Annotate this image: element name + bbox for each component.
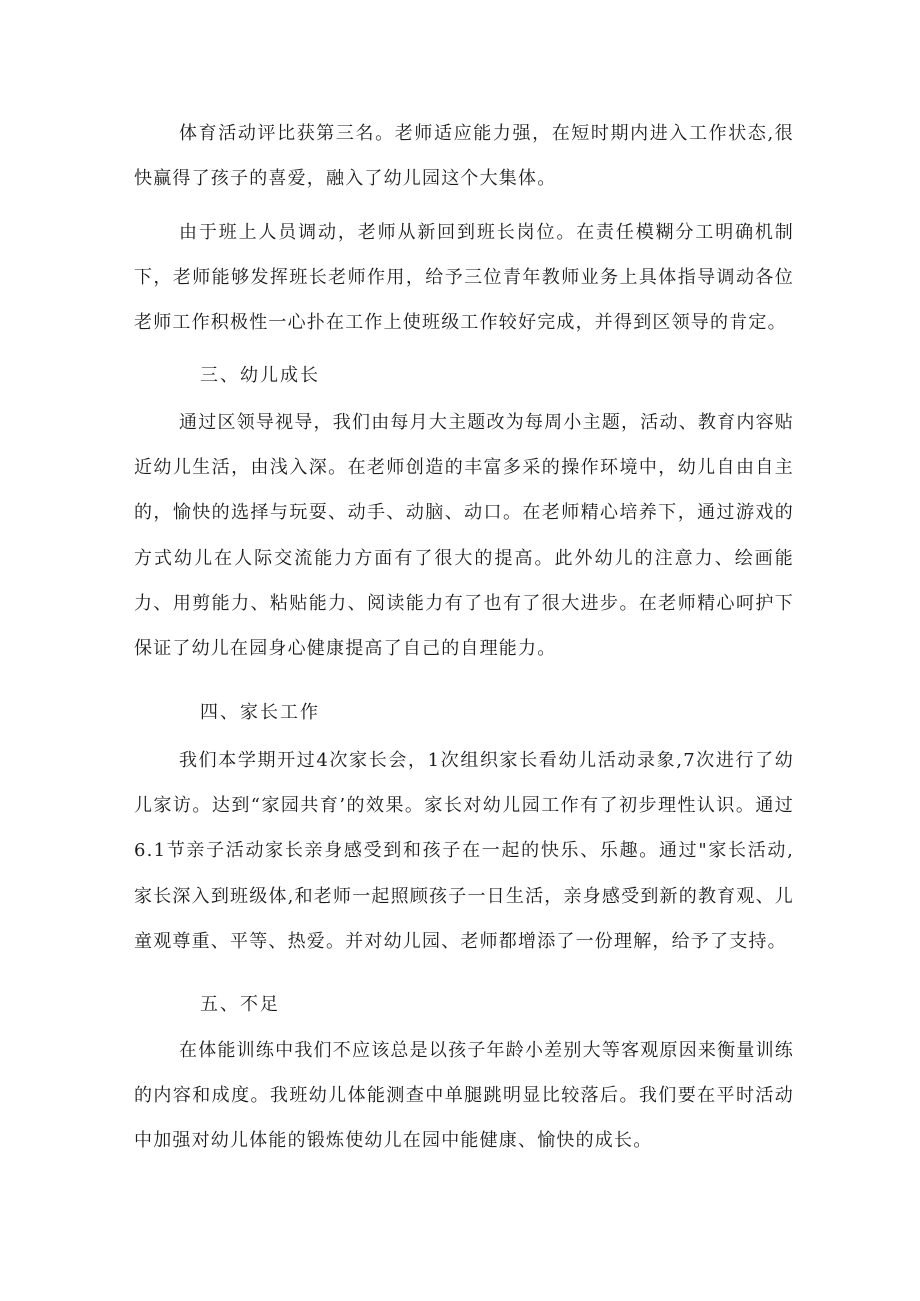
heading-child-growth: 三、幼儿成长 <box>200 365 320 386</box>
paragraph-child-growth: 通过区领导视导，我们由每月大主题改为每周小主题，活动、教育内容贴近幼儿生活，由浅入深。在老师创造的丰富多采的操作环境中，幼儿自由自主的，愉快的选择与玩耍、动手、动脑、动口。在老师精心培养下，通过游戏的方式幼儿在人际交流能力方面有了很大的提高。此外幼儿的注意力、绘画能力、用剪能力、粘贴能力、阅读能力有了也有了很大进步。在老师精心呵护下保证了幼儿在园身心健康提高了自己的自理能力。 <box>134 412 794 660</box>
heading-parent-work: 四、家长工作 <box>200 702 320 723</box>
paragraph-class-leader: 由于班上人员调动，老师从新回到班长岗位。在责任模糊分工明确机制下，老师能够发挥班长老师作用，给予三位青年教师业务上具体指导调动各位老师工作积极性一心扑在工作上使班级工作较好完成，并得到区领导的肯定。 <box>134 222 794 334</box>
paragraph-parent-work: 我们本学期开过4次家长会，1次组织家长看幼儿活动录象,7次进行了幼儿家访。达到“家园共育’的效果。家长对幼儿园工作有了初步理性认识。通过6.1节亲子活动家长亲身感受到和孩子在一起的快乐、乐趣。通过"家长活动,家长深入到班级体,和老师一起照顾孩子一日生活，亲身感受到新的教育观、儿童观尊重、平等、热爱。并对幼儿园、老师都增添了一份理解，给予了支持。 <box>134 750 794 952</box>
paragraph-shortcomings: 在体能训练中我们不应该总是以孩子年龄小差别大等客观原因来衡量训练的内容和成度。我班幼儿体能测查中单腿跳明显比较落后。我们要在平时活动中加强对幼儿体能的锻炼使幼儿在园中能健康、愉快的成长。 <box>134 1040 794 1152</box>
paragraph-sports-evaluation: 体育活动评比获第三名。老师适应能力强，在短时期内进入工作状态,很快赢得了孩子的喜爱，融入了幼儿园这个大集体。 <box>134 123 794 190</box>
heading-shortcomings: 五、不足 <box>200 994 280 1015</box>
